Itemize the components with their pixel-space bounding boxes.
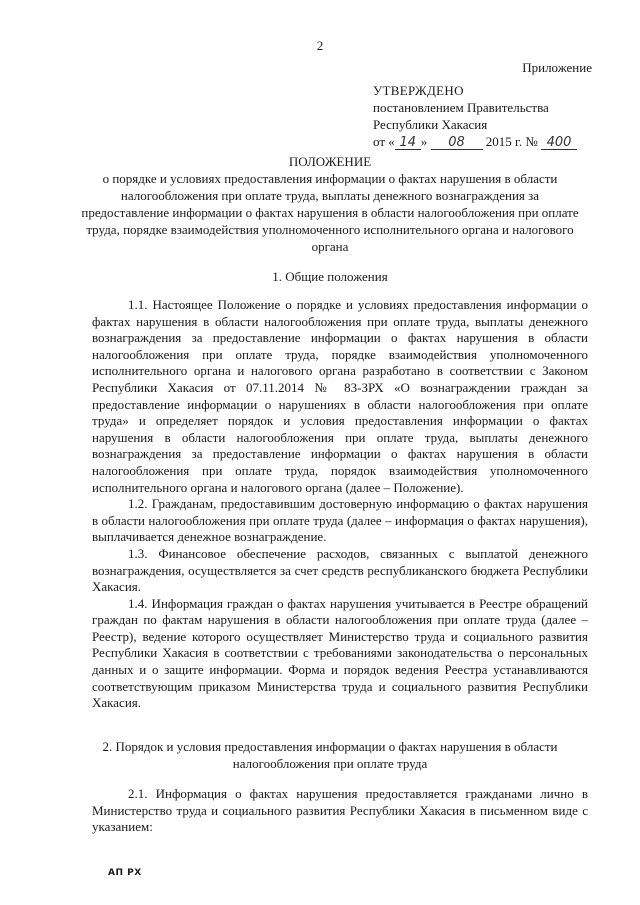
section-2-title: 2. Порядок и условия предоставления информации о фактах нарушения в области налогообложения при оплате труда xyxy=(102,739,558,771)
document-heading xyxy=(80,153,580,255)
appendix-label: Приложение xyxy=(522,60,592,75)
approval-line-1: постановлением Правительства xyxy=(373,100,549,115)
document-number: 400 xyxy=(541,135,577,150)
paragraph-1-2: 1.2. Гражданам, предоставившим достоверную информацию о фактах нарушения в области налогообложения при оплате труда (далее – информация о фактах нарушения), выплачивается денежное вознаграждение. xyxy=(92,496,588,545)
paragraph-1-4: 1.4. Информация граждан о фактах нарушения учитывается в Реестре обращений граждан по фактам нарушения в области налогообложения при оплате труда (далее – Реестр), ведение которого осуществляет Министерство труда и социального развития Республики Хакасия в соответствии с требованиями законодательства о персональных данных и о защите информации. Форма и порядок ведения Реестра устанавливаются соответствующим приказом Министерства труда и социального развития Республики Хакасия. xyxy=(92,595,588,711)
date-month: 08 xyxy=(431,135,483,150)
approved-label: УТВЕРЖДЕНО xyxy=(373,83,464,98)
date-prefix: от « xyxy=(373,134,395,149)
approval-block xyxy=(373,82,577,150)
approval-line-2: Республики Хакасия xyxy=(373,117,488,132)
paragraph-2-1: 2.1. Информация о фактах нарушения предоставляется гражданами лично в Министерство труда и социального развития Республики Хакасия в письменном виде с указанием: xyxy=(92,786,588,835)
document-subtitle: о порядке и условиях предоставления информации о фактах нарушения в области налогообложения при оплате труда, выплаты денежного вознаграждения за предоставление информации о фактах нарушения в области налогообложения при оплате труда, порядке взаимодействия уполномоченного исполнительного органа и налогового органа xyxy=(81,171,579,254)
approval-date-line xyxy=(373,133,577,150)
page-number: 2 xyxy=(316,38,324,53)
section-1-body xyxy=(92,297,588,712)
paragraph-1-3: 1.3. Финансовое обеспечение расходов, связанных с выплатой денежного вознаграждения, осуществляется за счет средств республиканского бюджета Республики Хакасия. xyxy=(92,545,588,595)
paragraph-1-1: 1.1. Настоящее Положение о порядке и условиях предоставления информации о фактах нарушения в области налогообложения при оплате труда, выплаты денежного вознаграждения за предоставление информации о фактах нарушения в области налогообложения при оплате труда, порядке взаимодействия уполномоченного исполнительного органа и налогового органа разработано в соответствии с Законом Республики Хакасия от 07.11.2014 № 83-ЗРХ «О вознаграждении граждан за предоставление информации о нарушениях в области налогообложения при оплате труда» и определяет порядок и условия предоставления информации о фактах нарушения в области налогообложения при оплате труда, выплаты денежного вознаграждения за предоставление информации о фактах нарушения в области налогообложения при оплате труда, порядок взаимодействия уполномоченного исполнительного органа и налогового органа (далее – Положение). xyxy=(92,297,588,495)
section-1-title: 1. Общие положения xyxy=(272,269,388,284)
section-2-body xyxy=(92,786,588,836)
footer-stamp: АП РХ xyxy=(108,868,142,878)
date-mid: » xyxy=(420,134,428,149)
document-title: ПОЛОЖЕНИЕ xyxy=(288,154,372,169)
date-day: 14 xyxy=(395,135,421,150)
date-year: 2015 г. № xyxy=(485,134,538,149)
